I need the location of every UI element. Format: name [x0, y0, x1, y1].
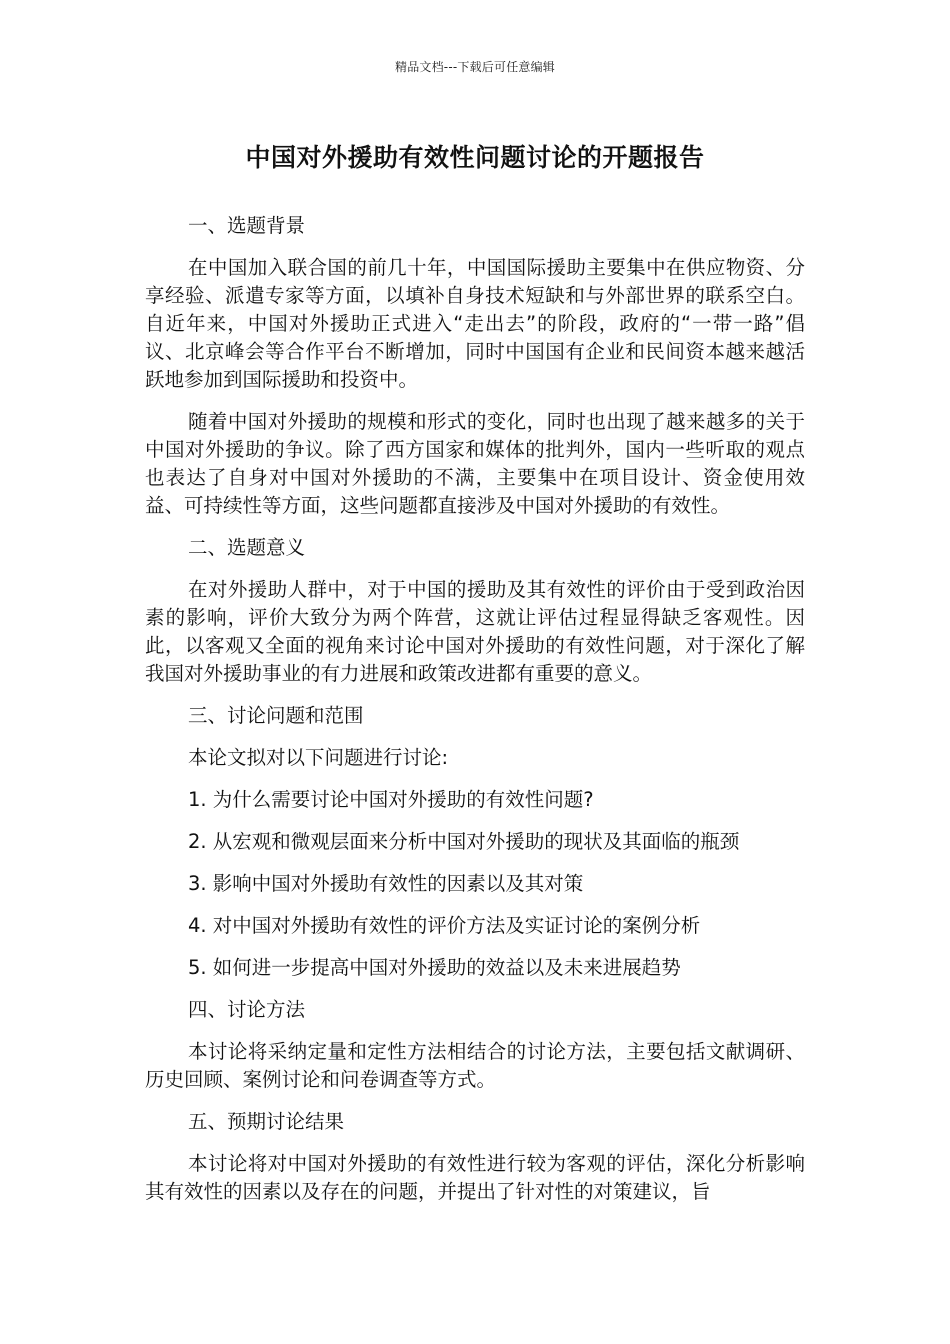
list-item: 2. 从宏观和微观层面来分析中国对外援助的现状及其面临的瓶颈	[188, 830, 740, 853]
header-note: 精品文档---下载后可任意编辑	[395, 60, 555, 74]
section-heading-background: 一、选题背景	[188, 214, 306, 237]
paragraph-significance: 在对外援助人群中，对于中国的援助及其有效性的评价由于受到政治因素的影响，评价大致分为两个阵营，这就让评估过程显得缺乏客观性。因此，以客观又全面的视角来讨论中国对外援助的有效性问题，对于深化了解我国对外援助事业的有力进展和政策改进都有重要的意义。	[145, 578, 805, 685]
list-item: 4. 对中国对外援助有效性的评价方法及实证讨论的案例分析	[188, 914, 701, 937]
list-item: 3. 影响中国对外援助有效性的因素以及其对策	[188, 872, 584, 895]
section-heading-scope: 三、讨论问题和范围	[188, 704, 364, 727]
list-item: 1. 为什么需要讨论中国对外援助的有效性问题?	[188, 788, 594, 811]
paragraph-scope-intro: 本论文拟对以下问题进行讨论:	[188, 746, 449, 769]
paragraph-expected-results: 本讨论将对中国对外援助的有效性进行较为客观的评估，深化分析影响其有效性的因素以及存在的问题，并提出了针对性的对策建议，旨	[145, 1152, 805, 1203]
paragraph-methods: 本讨论将采纳定量和定性方法相结合的讨论方法，主要包括文献调研、历史回顾、案例讨论和问卷调查等方式。	[145, 1040, 805, 1091]
document-body	[145, 212, 805, 1220]
section-heading-significance: 二、选题意义	[188, 536, 306, 559]
section-heading-methods: 四、讨论方法	[188, 998, 306, 1021]
list-item: 5. 如何进一步提高中国对外援助的效益以及未来进展趋势	[188, 956, 681, 979]
document-title: 中国对外援助有效性问题讨论的开题报告	[245, 143, 705, 172]
paragraph-background-1: 在中国加入联合国的前几十年，中国国际援助主要集中在供应物资、分享经验、派遣专家等方面，以填补自身技术短缺和与外部世界的联系空白。自近年来，中国对外援助正式进入“走出去”的阶段，政府的“一带一路”倡议、北京峰会等合作平台不断增加，同时中国国有企业和民间资本越来越活跃地参加到国际援助和投资中。	[145, 256, 805, 391]
section-heading-expected-results: 五、预期讨论结果	[188, 1110, 345, 1133]
paragraph-background-2: 随着中国对外援助的规模和形式的变化，同时也出现了越来越多的关于中国对外援助的争议。除了西方国家和媒体的批判外，国内一些听取的观点也表达了自身对中国对外援助的不满，主要集中在项目设计、资金使用效益、可持续性等方面，这些问题都直接涉及中国对外援助的有效性。	[145, 410, 805, 517]
